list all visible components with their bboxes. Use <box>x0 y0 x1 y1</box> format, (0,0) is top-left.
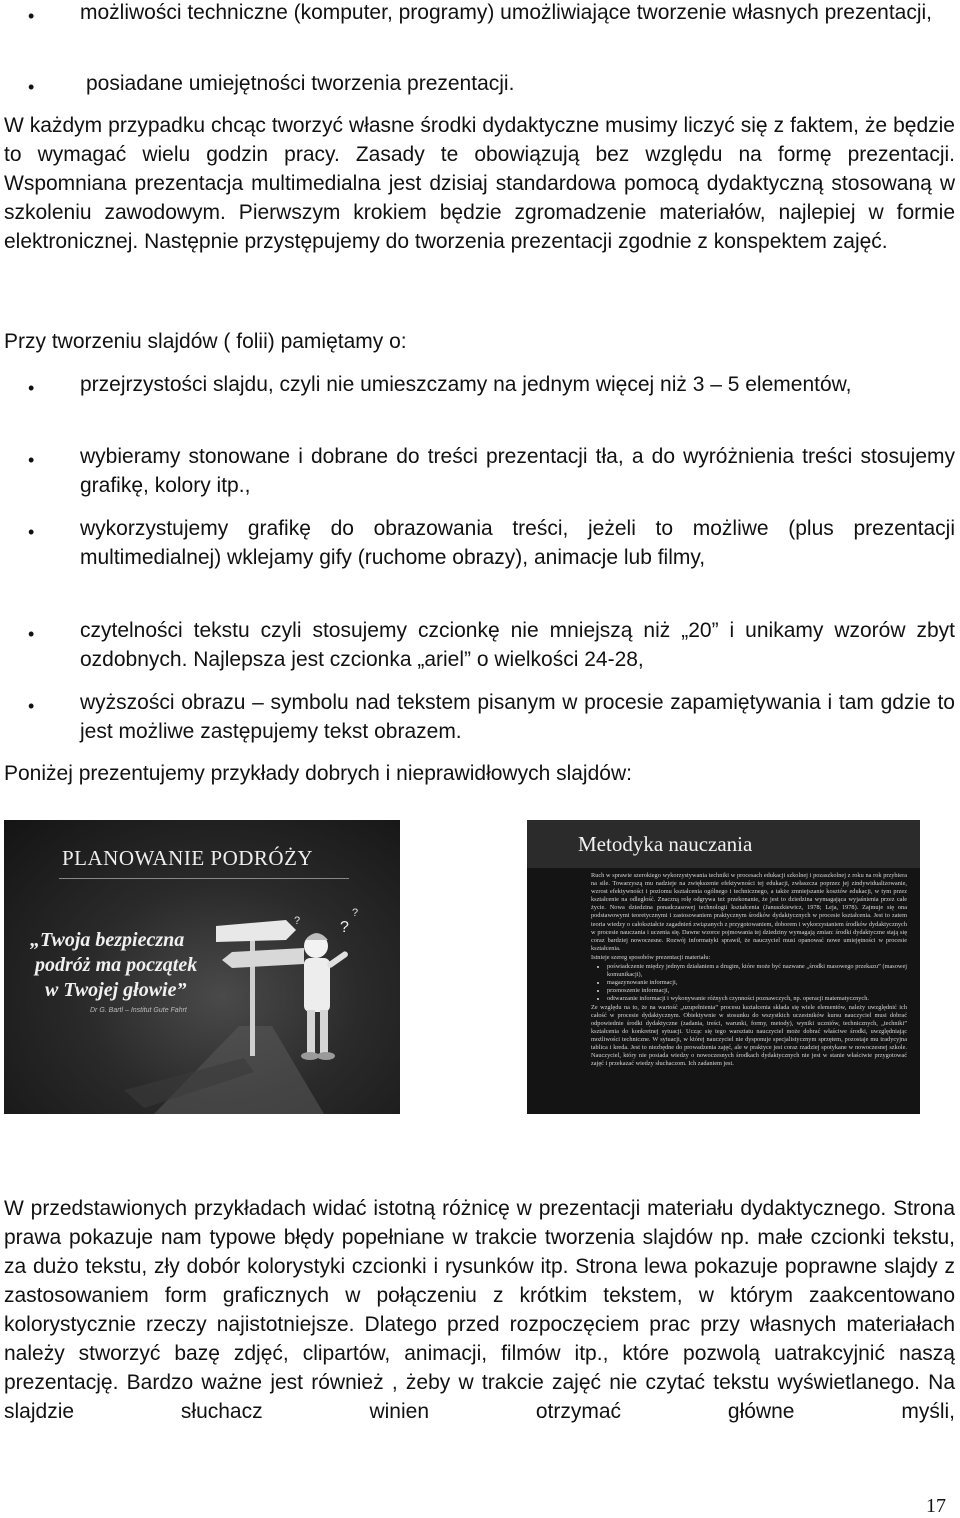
slide-paragraph: Ze względu na to, że na wartość „uzupełnienia” procesu kształcenia składa się wiele elementów, należy uwzględnić ich całość w procesie dydaktycznym. Obiektywnie w stosunku do wszystkich uczestników kursu nauczyciel musi dobrać odpowiednie środki dydaktyczne (zadania, treści, warunki, formy, metody), wyniki uczniów, technicznych, „techniki” kształcenia do konkretnej sytuacji. Ucząc się tego warsztatu nauczyciel może dobrać właściwe środki, uwzględniając możliwości techniczne. W sytuacji, w której nauczyciel nie dysponuje specjalistycznym sprzętem, pozostaje mu tradycyjna tablica i kreda. Jest to niezbędne do prowadzenia zajęć, ale w praktyce jest coraz rzadziej spotykane w nowoczesnej szkole. Nauczyciel, który nie posiada wiedzy o nowoczesnych środkach dydaktycznych nie jest w stanie właściwie przygotować zajęć i przekazać wiedzy słuchaczom. Ich zadaniem jest. <box>591 1003 907 1068</box>
list-intro: Przy tworzeniu slajdów ( folii) pamiętamy o: <box>4 330 407 353</box>
slide-quote: „Twoja bezpieczna podróż ma początek w Twojej głowie” <box>30 929 198 1001</box>
bullet-dot: • <box>28 6 35 26</box>
slide-credit: Dr G. Bartl – Institut Gute Fahrt <box>90 1007 187 1014</box>
body-paragraph: W każdym przypadku chcąc tworzyć własne środki dydaktyczne musimy liczyć się z faktem, że będzie to wymagać wielu godzin pracy. Zasady te obowiązują bez względu na formę prezentacji. Wspomniana prezentacja multimedialna jest dzisiaj standardowa pomocą dydaktyczną stosowaną w szkoleniu zawodowym. Pierwszym krokiem będzie zgromadzenie materiałów, najlepiej w formie elektronicznej. Następnie przystępujemy do tworzenia prezentacji zgodnie z konspektem zajęć. <box>4 114 955 253</box>
bullet-item: możliwości techniczne (komputer, programy) umożliwiające tworzenie własnych prezentacji, <box>80 1 932 24</box>
rule-item: przejrzystości slajdu, czyli nie umieszczamy na jednym więcej niż 3 – 5 elementów, <box>80 373 852 396</box>
slide-dense-text <box>591 872 907 1110</box>
svg-text:?: ? <box>340 919 349 936</box>
rule-item: wyższości obrazu – symbolu nad tekstem pisanym w procesie zapamiętywania i tam gdzie to jest możliwe zastępujemy tekst obrazem. <box>80 691 955 743</box>
bullet-item: posiadane umiejętności tworzenia prezentacji. <box>86 72 515 95</box>
slide-bad-example <box>527 820 920 1114</box>
slide-paragraph: Istnieje szereg sposobów prezentacji materiału: <box>591 953 711 961</box>
slide-title: Metodyka nauczania <box>578 832 753 856</box>
slide-bullet: • magazynowanie informacji, <box>607 979 907 987</box>
slide-bullet: • poświadczenie między jednym działaniem a drugim, które może być nazwane „środki masowego przekazu” (masowej komunikacji), <box>607 963 907 979</box>
svg-text:?: ? <box>294 915 301 927</box>
slide-paragraph: Ruch w sprawie szerokiego wykorzystywania techniki w procesach edukacji szkolnej i pozaszkolnej z roku na rok przybiera na sile. Towarzyszą mu nadzieje na zwiększenie efektywności tej edukacji, zwłaszcza poprzez jej zindywidualizowanie, wzrost efektywności i poziomu kształcenia ogólnego i technicznego, a także zmniejszanie kosztów edukacji, w tym przez kształcenie na odległość. Znaczną rolę odgrywa też przekonanie, że jest to dziedzina wymagająca wyjaśnienia przez całe życie. Nowa dziedzina ponadczasowej technologii kształcenia (Januszkiewicz, 1978; Leja, 1978). Zajmuje się ona podstawowymi teoretycznymi i zastosowaniem praktycznym środków dydaktycznych w procesie kształcenia. Jest to zatem teoria wiedzy o całokształcie zagadnień związanych z przygotowaniem, doborem i wykorzystaniem środków dydaktycznych w procesie nauczania i uczenia się. Dawne wzorce pojmowania tej dziedziny wymagają zmian: środki dydaktyczne stają się coraz bardziej nowoczesne. Rozwój informatyki sprawił, że nauczyciel musi opanować nowe umiejętności w procesie kształcenia. <box>591 872 907 952</box>
bullet-dot: • <box>28 77 35 97</box>
bullet-dot: • <box>28 522 35 542</box>
road-sign-illustration <box>4 820 400 1114</box>
bullet-dot: • <box>28 696 35 716</box>
bullet-dot: • <box>28 450 35 470</box>
slide-bullet: • przenoszenie informacji, <box>607 987 907 995</box>
slide-bullet-list <box>591 963 907 1003</box>
rule-item: wykorzystujemy grafikę do obrazowania treści, jeżeli to możliwe (plus prezentacji multimedialnej) wklejamy gify (ruchome obrazy), animacje lub filmy, <box>80 517 955 569</box>
body-paragraph: W przedstawionych przykładach widać istotną różnicę w prezentacji materiału dydaktycznego. Strona prawa pokazuje nam typowe błędy popełniane w trakcie tworzenia slajdów np. małe czcionki tekstu, za dużo tekstu, zły dobór kolorystyki czcionki i rysunków itp. Strona lewa pokazuje poprawne slajdy z zastosowaniem form graficznych w połączeniu z krótkim tekstem, w którym zaakcentowano kolorystycznie rzeczy najistotniejsze. Dlatego przed rozpoczęciem prac przy własnych materiałach należy stworzyć bazę zdjęć, clipartów, animacji, filmów itp., które pozwolą uatrakcyjnić naszą prezentację. Bardzo ważne jest również , żeby w trakcie zajęć nie czytać tekstu wyświetlanego. Na slajdzie słuchacz winien otrzymać główne myśli, <box>4 1197 955 1423</box>
svg-text:?: ? <box>352 907 359 919</box>
bullet-dot: • <box>28 624 35 644</box>
examples-intro: Poniżej prezentujemy przykłady dobrych i nieprawidłowych slajdów: <box>4 762 632 785</box>
slide-title: PLANOWANIE PODRÓŻY <box>62 846 314 870</box>
rule-item: czytelności tekstu czyli stosujemy czcionkę nie mniejszą niż „20” i unikamy wzorów zbyt ozdobnych. Najlepsza jest czcionka „ariel” o wielkości 24-28, <box>80 619 955 671</box>
slide-bullet: • odtwarzanie informacji i wykonywanie różnych czynności poznawczych, np. operacji matematycznych. <box>607 995 907 1003</box>
slide-good-example <box>4 820 400 1114</box>
page-number: 17 <box>926 1495 946 1517</box>
bullet-dot: • <box>28 378 35 398</box>
rule-item: wybieramy stonowane i dobrane do treści prezentacji tła, a do wyróżnienia treści stosujemy grafikę, kolory itp., <box>80 445 955 497</box>
